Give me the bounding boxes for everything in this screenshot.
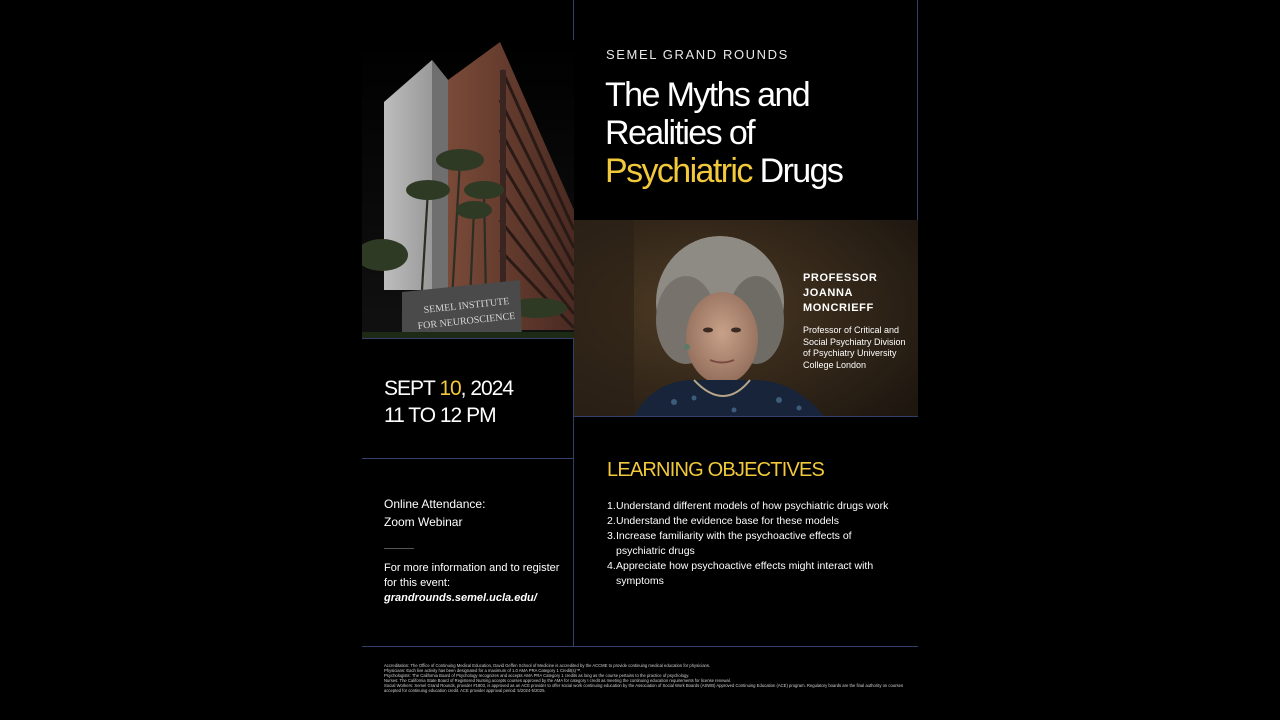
accreditation-line: Psychologists: The California Board of Psychology recognizes and accepts AMA PRA Category 1 credits as long as the course pertains to the practice of psychology. [384, 673, 690, 679]
building-photo [362, 40, 574, 338]
event-date [384, 375, 513, 402]
speaker-affiliation: Professor of Critical and Social Psychiatry Division of Psychiatry University College London [803, 325, 906, 370]
speaker-first-name: JOANNA [803, 287, 854, 299]
title-highlight: Psychiatric [605, 152, 752, 190]
objective-item [607, 559, 897, 589]
title-line1: The Myths and [605, 76, 810, 114]
registration-link[interactable]: grandrounds.semel.ucla.edu/ [384, 592, 537, 604]
accreditation-line: Physicians: Each live activity has been designated for a maximum of 1.0 AMA PRA Category 1 Credit(s)™. [384, 668, 582, 674]
event-poster [362, 0, 918, 720]
objective-item [607, 499, 897, 514]
event-time: 11 TO 12 PM [384, 404, 496, 427]
date-suffix: , 2024 [460, 377, 514, 400]
series-label: SEMEL GRAND ROUNDS [606, 47, 789, 62]
objective-number: 3. [607, 530, 616, 542]
speaker-photo [574, 220, 918, 416]
attendance-info [384, 495, 564, 531]
sign-text-line1: SEMEL INSTITUTE [423, 296, 510, 316]
objectives-heading: LEARNING OBJECTIVES [607, 459, 825, 481]
objective-text: Increase familiarity with the psychoactive effects of psychiatric drugs [616, 530, 852, 557]
divider-under-date [362, 458, 574, 459]
accreditation-footer [384, 663, 904, 694]
sign-text-line2: FOR NEUROSCIENCE [417, 310, 516, 332]
speaker-last-name: MONCRIEFF [803, 302, 874, 314]
date-prefix: SEPT [384, 377, 440, 400]
accreditation-line: Nurses: The California State Board of Registered Nursing accepts courses approved by the AMA for category I credit as meeting the continuing education requirements for license renewal. [384, 678, 731, 684]
more-info-text: For more information and to register for this event: [384, 562, 560, 589]
title-line3 [605, 152, 905, 190]
event-title [605, 76, 905, 190]
objective-text: Understand different models of how psychiatric drugs work [616, 500, 889, 512]
accreditation-line: Accreditation: The Office of Continuing Medical Education, David Geffen School of Medicine is accredited by the ACCME to provide continuing medical education for physicians. [384, 663, 711, 668]
date-day: 10 [439, 377, 461, 400]
objective-number: 2. [607, 515, 616, 527]
attendance-line1: Online Attendance: [384, 497, 486, 511]
objective-text: Appreciate how psychoactive effects might interact with symptoms [616, 560, 874, 587]
divider-under-photo [362, 338, 574, 339]
objective-number: 4. [607, 560, 616, 572]
objectives-list [607, 499, 897, 589]
objective-number: 1. [607, 500, 616, 512]
objective-item [607, 529, 897, 559]
attendance-line2: Zoom Webinar [384, 515, 463, 529]
divider-footer [362, 646, 918, 647]
speaker-name [803, 271, 913, 316]
title-end: Drugs [751, 152, 843, 190]
accreditation-line: Social Workers: Semel Grand Rounds, provider #1803, is approved as an ACE provider to offer social work continuing education by the Association of Social Work Boards (ASWB) Approved Continuing Education (ACE) program. Regulatory boards are the final authority on courses accepted for continuing education credit. ACE provider approval period: 5/2024-5/2025. [384, 683, 904, 694]
divider-under-portrait [574, 416, 918, 417]
objective-item [607, 514, 897, 529]
speaker-title: PROFESSOR [803, 272, 878, 284]
title-line2: Realities of [605, 114, 754, 152]
event-datetime [384, 375, 513, 429]
short-divider [384, 548, 414, 549]
objective-text: Understand the evidence base for these models [616, 515, 839, 527]
